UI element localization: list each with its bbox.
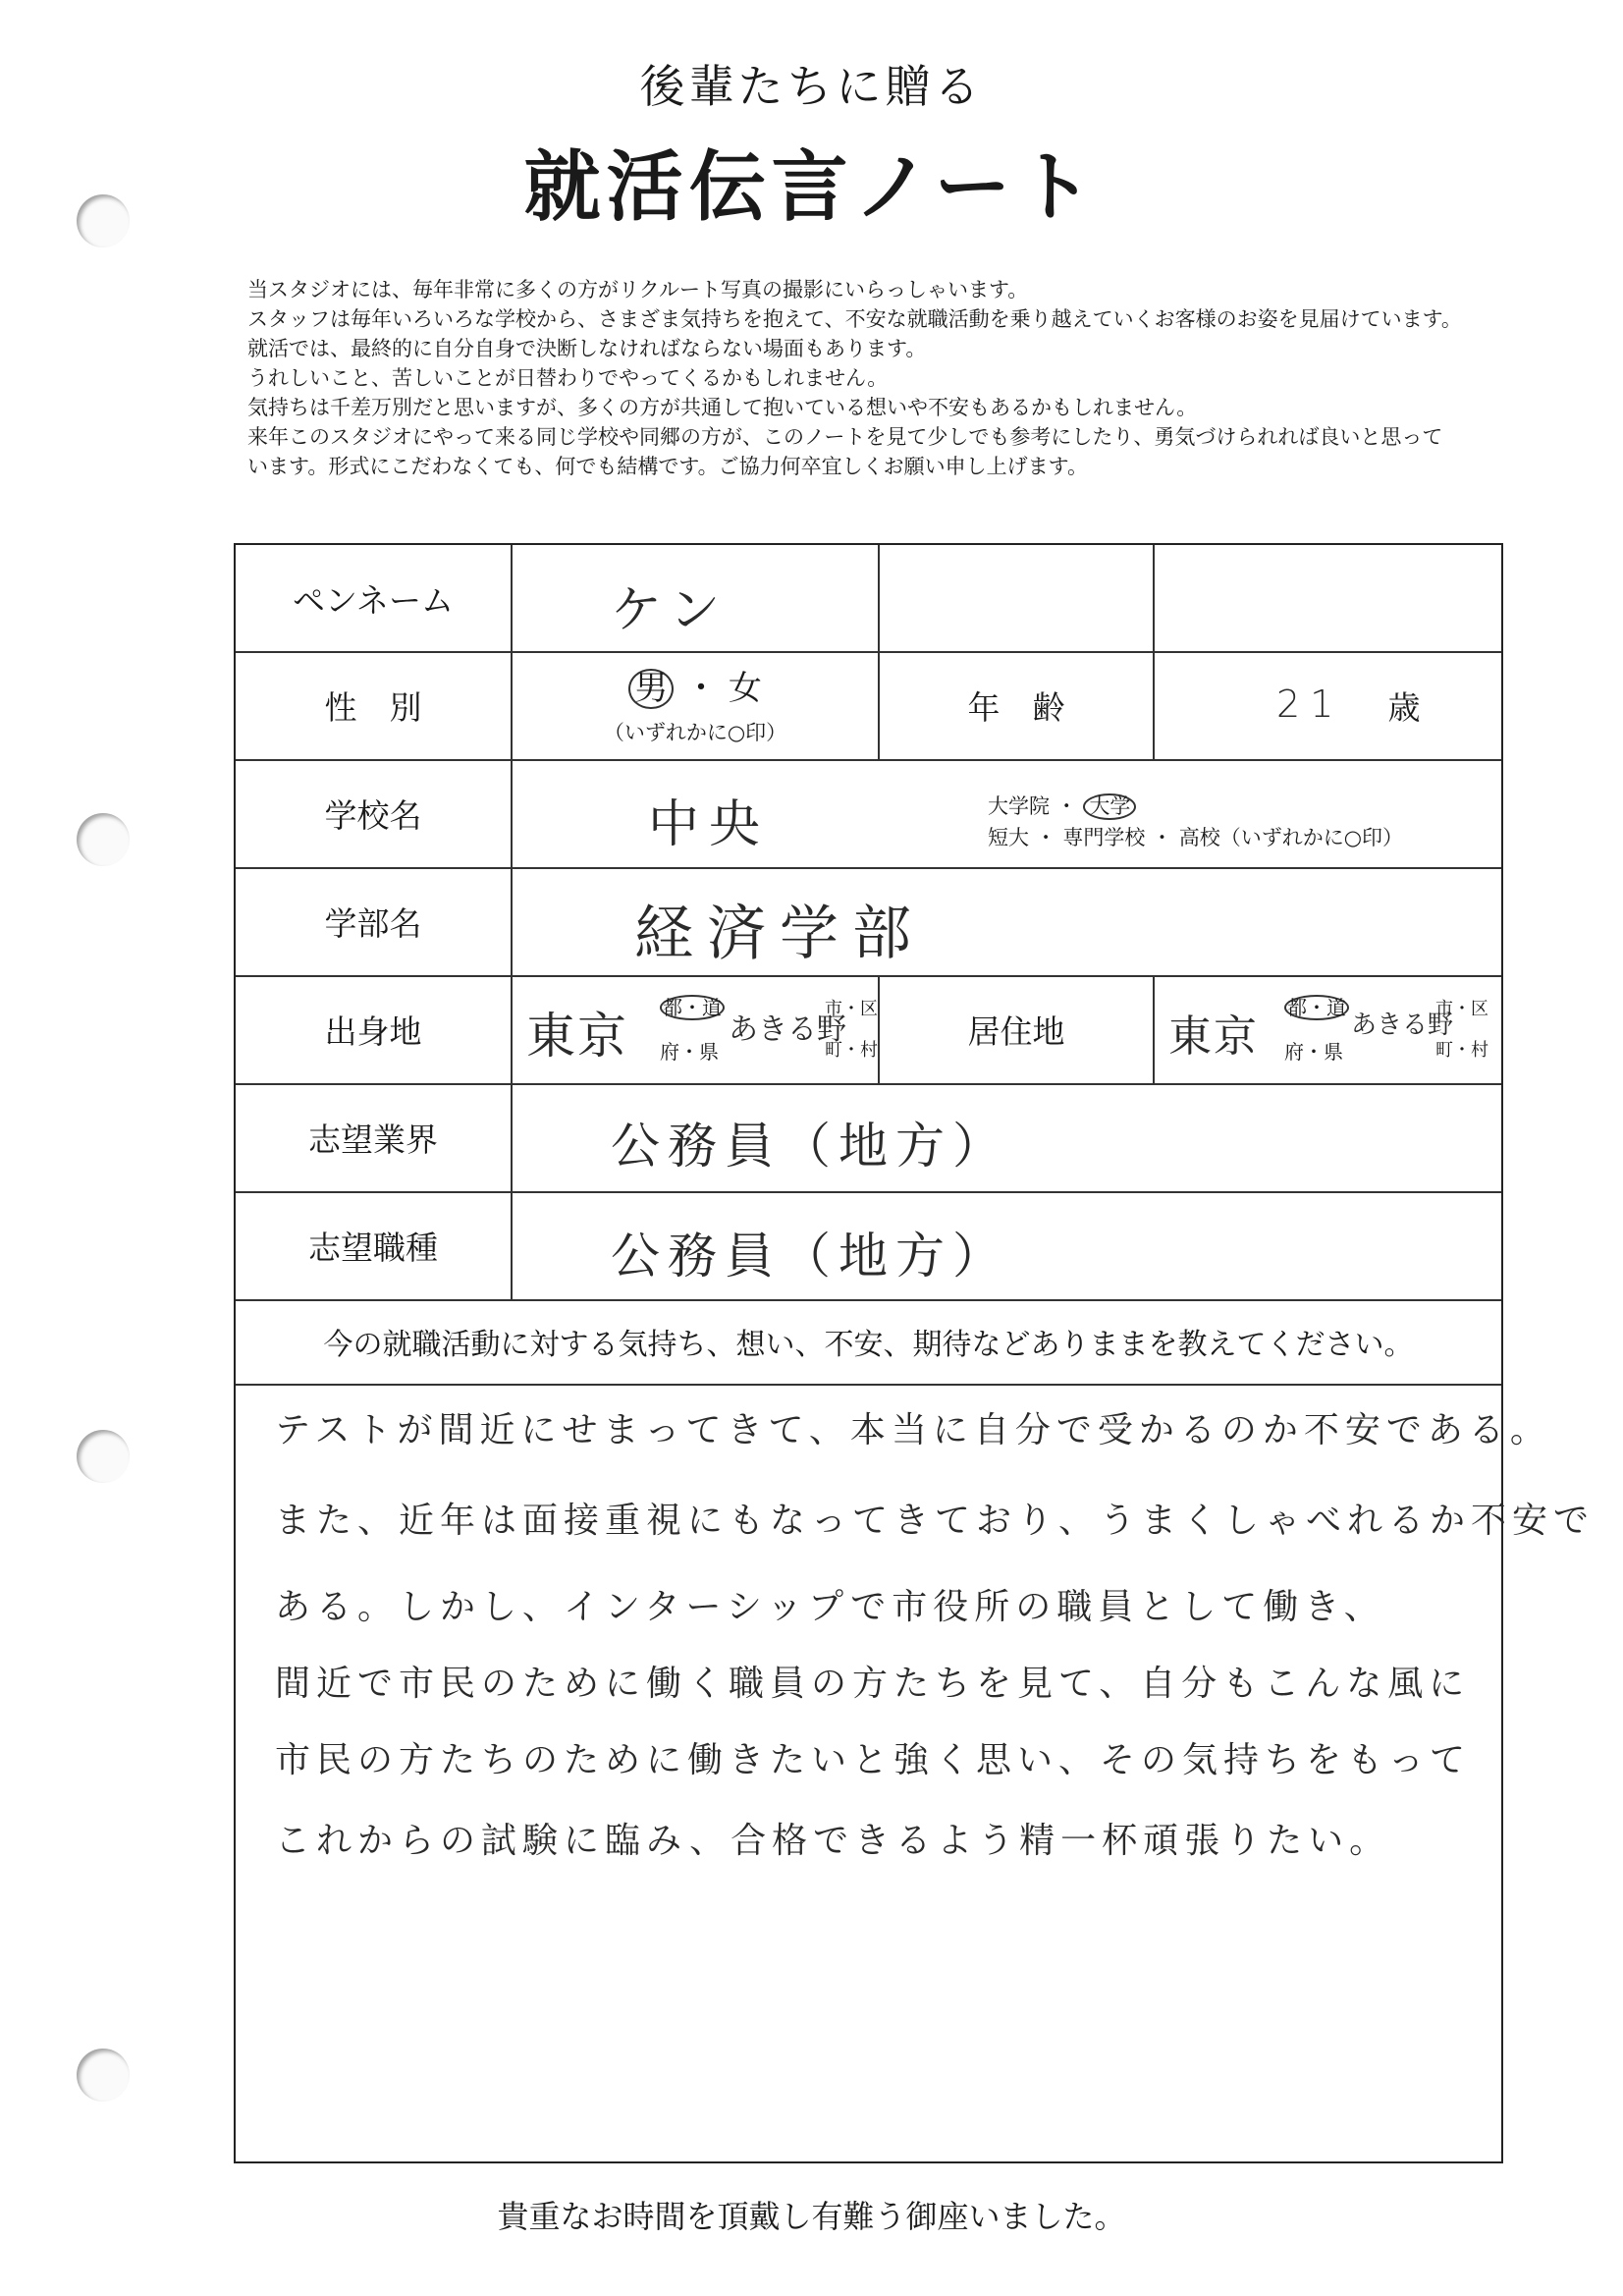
- intro-line: 当スタジオには、毎年非常に多くの方がリクルート写真の撮影にいらっしゃいます。: [247, 278, 1029, 301]
- question-text: 今の就職活動に対する気持ち、想い、不安、期待などありままを教えてください。: [323, 1328, 1414, 1362]
- faculty-value: 経済学部: [634, 900, 925, 968]
- industry-value: 公務員（地方）: [611, 1118, 1009, 1175]
- hometown-prefecture: 東京: [526, 1008, 628, 1065]
- gender-separator: ・: [684, 669, 718, 708]
- school-type-separator: ・: [1055, 794, 1077, 818]
- intro-line: スタッフは毎年いろいろな学校から、さまざま気持ちを抱えて、不安な就職活動を乗り越えていくお客様のお姿を見届けています。: [247, 307, 1462, 331]
- answer-line: また、近年は面接重視にもなってきており、うまくしゃべれるか不安で: [275, 1501, 1596, 1541]
- gender-label: 性 別: [324, 687, 422, 727]
- hometown-pref-suffix-bottom: 府・県: [660, 1040, 719, 1064]
- school-type-line2: 短大 ・ 専門学校 ・ 高校（いずれかに○印）: [988, 826, 1404, 849]
- punch-hole-3: [77, 1430, 130, 1483]
- answer-line: ある。しかし、インターシップで市役所の職員として働き、: [275, 1587, 1385, 1627]
- intro-line: うれしいこと、苦しいことが日替わりでやってくるかもしれません。: [247, 366, 889, 390]
- school-value: 中央: [648, 795, 771, 854]
- penname-label: ペンネーム: [292, 580, 454, 620]
- age-unit: 歳: [1387, 687, 1421, 727]
- hometown-city-suffix-top: 市・区: [825, 999, 878, 1019]
- answer-line: これからの試験に臨み、合格できるよう精一杯頑張りたい。: [275, 1821, 1391, 1861]
- age-label: 年 齢: [967, 687, 1065, 727]
- faculty-label: 学部名: [324, 903, 422, 943]
- answer-line: 間近で市民のために働く職員の方たちを見て、自分もこんな風に: [275, 1664, 1471, 1704]
- residence-prefecture: 東京: [1168, 1011, 1259, 1062]
- punch-hole-2: [77, 813, 130, 866]
- row-divider: [236, 1384, 1501, 1386]
- job-value: 公務員（地方）: [611, 1228, 1009, 1285]
- intro-line: 来年このスタジオにやって来る同じ学校や同郷の方が、このノートを見て少しでも参考にしたり、勇気づけられれば良いと思って: [247, 425, 1443, 449]
- hometown-city: あきる野: [729, 1012, 846, 1047]
- answer-line: テストが間近にせまってきて、本当に自分で受かるのか不安である。: [275, 1410, 1551, 1450]
- residence-pref-suffix-top: [1284, 995, 1349, 1020]
- school-label: 学校名: [324, 795, 422, 835]
- punch-hole-4: [77, 2049, 130, 2102]
- column-divider: [511, 545, 513, 1299]
- intro-line: 気持ちは千差万別だと思いますが、多くの方が共通して抱いている想いや不安もあるかもしれません。: [247, 396, 1198, 419]
- residence-pref-suffix-bottom: 府・県: [1284, 1040, 1343, 1064]
- school-type-graduate: 大学院: [988, 794, 1050, 818]
- gender-options: [513, 661, 878, 709]
- intro-line: 就活では、最終的に自分自身で決断しなければならない場面もあります。: [247, 337, 927, 360]
- questionnaire-form: [234, 543, 1503, 2163]
- intro-text: [247, 275, 1593, 481]
- residence-city-suffix-bottom: 町・村: [1435, 1040, 1488, 1061]
- job-label: 志望職種: [308, 1228, 438, 1267]
- page-subtitle: 後輩たちに贈る: [639, 60, 984, 113]
- residence-city: あきる野: [1351, 1011, 1454, 1040]
- gender-male-option: 男: [628, 669, 674, 709]
- hometown-pref-suffix-circled: 都・道: [660, 995, 725, 1020]
- school-type-line1: [988, 791, 1136, 820]
- page-title: 就活伝言ノート: [523, 143, 1100, 232]
- residence-city-suffix-top: 市・区: [1435, 999, 1488, 1019]
- industry-label: 志望業界: [308, 1120, 438, 1159]
- column-divider: [1153, 545, 1155, 759]
- residence-pref-suffix-circled: 都・道: [1284, 995, 1349, 1020]
- residence-label: 居住地: [967, 1011, 1065, 1051]
- intro-line: います。形式にこだわなくても、何でも結構です。ご協力何卒宜しくお願い申し上げます。: [247, 455, 1088, 478]
- hometown-pref-suffix-top: [660, 995, 725, 1020]
- answer-line: 市民の方たちのために働きたいと強く思い、その気持ちをもって: [275, 1740, 1472, 1780]
- footer-thanks: 貴重なお時間を頂戴し有難う御座いました。: [497, 2198, 1126, 2235]
- school-type-university: 大学: [1083, 793, 1136, 820]
- gender-note: （いずれかに○印）: [603, 721, 787, 744]
- penname-value: ケン: [611, 581, 730, 640]
- column-divider: [1153, 975, 1155, 1083]
- age-value: 21: [1276, 683, 1344, 726]
- gender-female-option: 女: [728, 669, 762, 708]
- hometown-label: 出身地: [324, 1011, 422, 1051]
- hometown-city-suffix-bottom: 町・村: [825, 1040, 878, 1061]
